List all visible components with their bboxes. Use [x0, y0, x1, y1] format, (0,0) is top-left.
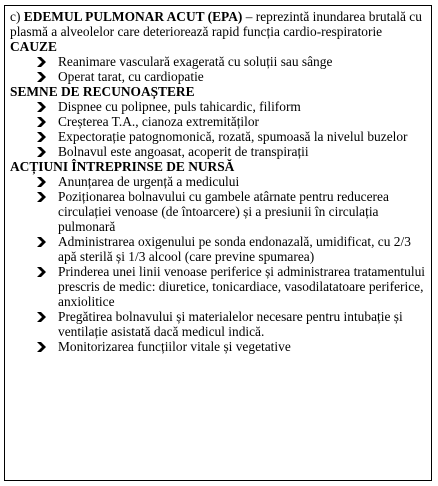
- sections-container: [10, 39, 425, 354]
- arrowhead-bullet-icon: [36, 342, 46, 352]
- list-item: [10, 264, 425, 309]
- arrowhead-bullet-icon: [36, 237, 46, 247]
- intro-term: EDEMUL PULMONAR ACUT (EPA): [23, 9, 243, 24]
- list-item-text: Administrarea oxigenului pe sonda endonazală, umidificat, cu 2/3 apă sterilă și 1/3 alcool (care previne spumarea): [58, 234, 411, 264]
- arrowhead-bullet-icon: [36, 102, 46, 112]
- bullet-list: [10, 174, 425, 354]
- arrowhead-bullet-icon: [36, 132, 46, 142]
- arrowhead-bullet-icon: [36, 192, 46, 202]
- section-heading: CAUZE: [10, 39, 57, 54]
- arrowhead-bullet-icon: [36, 117, 46, 127]
- list-item-text: Anunțarea de urgență a medicului: [58, 174, 240, 189]
- arrowhead-bullet-icon: [36, 267, 46, 277]
- section-heading: ACȚIUNI ÎNTREPRINSE DE NURSĂ: [10, 159, 235, 174]
- list-item-text: Pregătirea bolnavului și materialelor necesare pentru intubație și ventilație asistată dacă medicul indică.: [58, 309, 403, 339]
- section-semne-de-recunoastere: [10, 84, 425, 159]
- list-item: [10, 309, 425, 339]
- section-cauze: [10, 39, 425, 84]
- list-item-text: Operat tarat, cu cardiopatie: [58, 69, 204, 84]
- list-item-text: Monitorizarea funcțiilor vitale și vegetative: [58, 339, 291, 354]
- arrowhead-bullet-icon: [36, 312, 46, 322]
- list-item: [10, 339, 425, 354]
- intro-letter: c): [10, 9, 21, 24]
- list-item: [10, 99, 425, 114]
- arrowhead-bullet-icon: [36, 177, 46, 187]
- list-item: [10, 129, 425, 144]
- intro-paragraph: [10, 9, 425, 39]
- list-item: [10, 114, 425, 129]
- list-item: [10, 54, 425, 69]
- section-heading: SEMNE DE RECUNOAȘTERE: [10, 84, 195, 99]
- arrowhead-bullet-icon: [36, 57, 46, 67]
- list-item: [10, 144, 425, 159]
- list-item: [10, 69, 425, 84]
- list-item: [10, 174, 425, 189]
- intro-definition: – reprezintă inundarea brutală cu plasmă a alveolelor care deteriorează rapid funcția cardio-respiratorie: [10, 9, 422, 39]
- list-item: [10, 234, 425, 264]
- section-actiuni-intreprinse-de-nursa: [10, 159, 425, 354]
- bullet-list: [10, 54, 425, 84]
- arrowhead-bullet-icon: [36, 147, 46, 157]
- list-item-text: Bolnavul este angoasat, acoperit de transpirații: [58, 144, 309, 159]
- arrowhead-bullet-icon: [36, 72, 46, 82]
- list-item-text: Prinderea unei linii venoase periferice și administrarea tratamentului prescris de medic: diuretice, tonicardiace, vasodilatatoare periferice, anxiolitice: [58, 264, 425, 309]
- bullet-list: [10, 99, 425, 159]
- list-item-text: Expectorație patognomonică, rozată, spumoasă la nivelul buzelor: [58, 129, 408, 144]
- list-item-text: Creșterea T.A., cianoza extremităților: [58, 114, 260, 129]
- document-box: [4, 5, 432, 481]
- list-item-text: Reanimare vasculară exagerată cu soluții sau sânge: [58, 54, 333, 69]
- list-item-text: Poziționarea bolnavului cu gambele atârnate pentru reducerea circulației venoase (de întoarcere) și a presiunii în circulația pulmonară: [58, 189, 389, 234]
- list-item-text: Dispnee cu polipnee, puls tahicardic, filiform: [58, 99, 301, 114]
- list-item: [10, 189, 425, 234]
